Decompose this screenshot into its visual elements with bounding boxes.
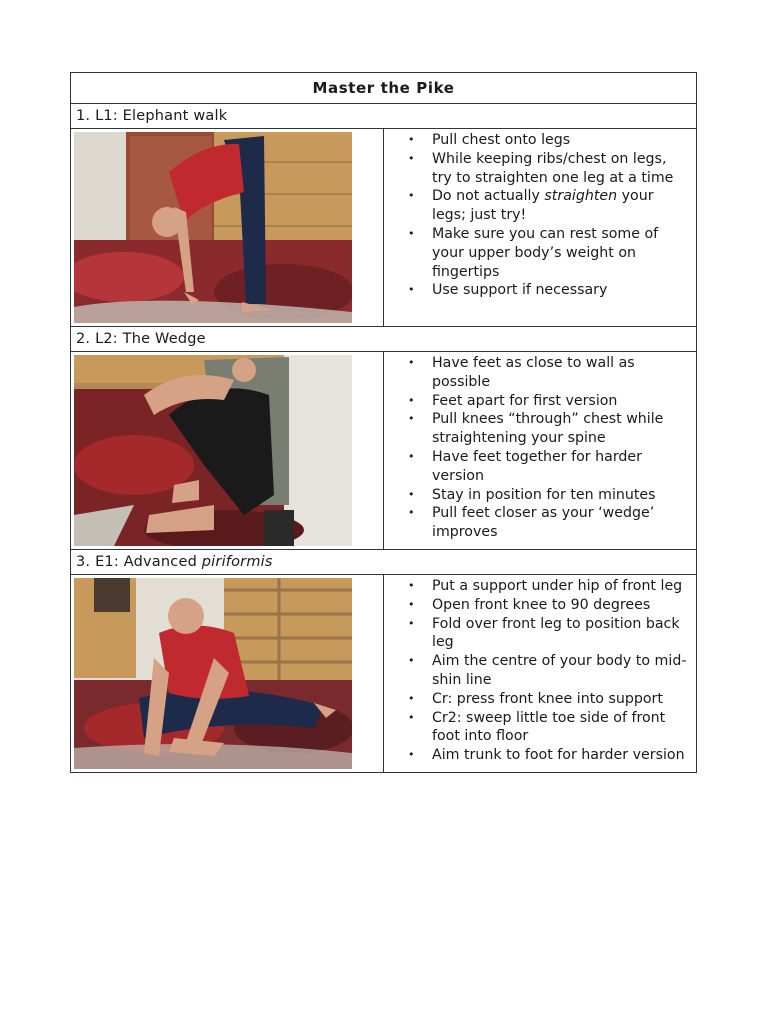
list-item: • Put a support under hip of front leg (390, 577, 690, 596)
section-header-advanced-piriformis (71, 550, 697, 575)
instructions-cell (384, 352, 697, 550)
section-header-elephant-walk (71, 104, 697, 129)
section-code: E1: (95, 554, 119, 570)
instruction-list (390, 577, 690, 765)
section-code: L1: (95, 108, 118, 124)
section-name: The Wedge (122, 331, 206, 347)
list-item: • Aim the centre of your body to mid-shin line (390, 652, 690, 690)
instruction-list (390, 354, 690, 542)
document-title: Master the Pike (71, 73, 697, 104)
photo-cell (71, 129, 384, 327)
section-number: 3. (76, 554, 91, 570)
section-number: 1. (76, 108, 91, 124)
photo-cell (71, 575, 384, 773)
exercise-table (70, 72, 697, 773)
list-item: • Cr: press front knee into support (390, 690, 690, 709)
list-item: • While keeping ribs/chest on legs, try to straighten one leg at a time (390, 150, 690, 188)
list-item: • Feet apart for first version (390, 392, 690, 411)
photo-cell (71, 352, 384, 550)
section-name: Elephant walk (122, 108, 228, 124)
instruction-list (390, 131, 690, 300)
list-item: • Cr2: sweep little toe side of front foot into floor (390, 709, 690, 747)
person-forward-fold-photo (74, 132, 352, 323)
instructions-cell (384, 129, 697, 327)
section-name-emphasis: piriformis (201, 554, 273, 570)
list-item: • Fold over front leg to position back leg (390, 615, 690, 653)
list-item: • Have feet together for harder version (390, 448, 690, 486)
instructions-cell (384, 575, 697, 773)
list-item: • Aim trunk to foot for harder version (390, 746, 690, 765)
list-item: • Do not actually straighten your legs; just try! (390, 187, 690, 225)
section-number: 2. (76, 331, 91, 347)
list-item: • Make sure you can rest some of your upper body’s weight on fingertips (390, 225, 690, 281)
section-header-the-wedge (71, 327, 697, 352)
section-name-prefix: Advanced (123, 554, 202, 570)
list-item: • Pull feet closer as your ‘wedge’ improves (390, 504, 690, 542)
list-item: • Pull chest onto legs (390, 131, 690, 150)
list-item: • Have feet as close to wall as possible (390, 354, 690, 392)
list-item: • Use support if necessary (390, 281, 690, 300)
person-piriformis-stretch-photo (74, 578, 352, 769)
list-item: • Pull knees “through” chest while straightening your spine (390, 410, 690, 448)
list-item: • Open front knee to 90 degrees (390, 596, 690, 615)
person-wall-wedge-photo (74, 355, 352, 546)
list-item: • Stay in position for ten minutes (390, 486, 690, 505)
section-code: L2: (95, 331, 118, 347)
